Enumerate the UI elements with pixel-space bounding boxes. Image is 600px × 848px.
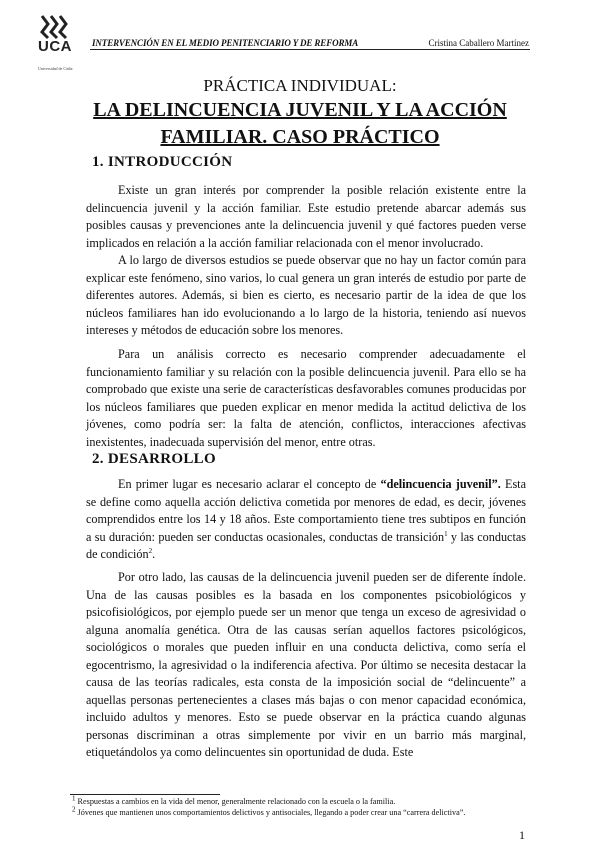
footnote-text: Jóvenes que mantienen unos comportamientos delictivos y antisociales, llegando a poder crear una “carrera delictiva”. bbox=[75, 808, 466, 817]
document-kicker: PRÁCTICA INDIVIDUAL: bbox=[203, 76, 397, 95]
footnote-ref-1[interactable]: 1 bbox=[444, 529, 448, 538]
intro-paragraph-2: A lo largo de diversos estudios se puede observar que no hay un factor común para explicar este fenómeno, sino varios, lo cual genera un gran interés de estudio por parte de diferentes autores. Además, si bien es cierto, es necesario partir de la idea de que los núcleos familiares han ido evolucionando a lo largo de la historia, teniendo así nuevos intereses y métodos de educación sobre los menores. bbox=[86, 253, 526, 337]
university-logo bbox=[38, 14, 86, 76]
section-heading-desarrollo: 2. DESARROLLO bbox=[92, 451, 216, 467]
desarrollo-paragraph-1 bbox=[86, 476, 526, 564]
paragraph-text: y las conductas de condición bbox=[86, 529, 526, 561]
footnote-text: Respuestas a cambios en la vida del menor, generalmente relacionado con la escuela o la familia. bbox=[75, 797, 396, 806]
paragraph-text: . bbox=[152, 547, 156, 561]
term-delincuencia-juvenil: “delincuencia juvenil”. bbox=[380, 477, 501, 491]
footnote-1 bbox=[72, 794, 528, 807]
logo-emblem-icon bbox=[38, 14, 74, 40]
footnote-2 bbox=[72, 805, 528, 818]
footnote-ref-2[interactable]: 2 bbox=[148, 546, 153, 555]
desarrollo-paragraph-2: Por otro lado, las causas de la delincuencia juvenil pueden ser de diferente índole. Una de las causas posibles es la basada en los componentes psicobiológicos y psicofisiológicos, por ejemplo puede ser un menor que tenga un exceso de agresividad o alguna anomalía genética. Otra de las causas serían aquellos factores psicológicos, sociológicos o morales que pueden influir en una conducta delictiva, como sería el egocentrismo, la agresividad o la indiferencia afectiva. Por último se necesita destacar la causa de las teorías radicales, esta consta de la imposición social de “delincuente” a aquellas personas pertenecientes a clases más bajas o con menor capacidad económica, incluido adultos y menores. Esto se puede observar en la práctica cuando algunas personas discriminan a otras simplemente por vivir en un barrio más marginal, etiquetándolos ya como delincuentes sin oportunidad de duda. Este bbox=[86, 570, 526, 759]
logo-subtext: Universidad de Cádiz bbox=[38, 66, 73, 71]
intro-paragraph-1: Existe un gran interés por comprender la posible relación existente entre la delincuencia juvenil y la acción familiar. Este estudio pretende abarcar además sus posibles causas y prevenciones ante la delincuencia juvenil y qué factores pueden verse implicados en relación a la acción familiar relacionada con el menor involucrado. bbox=[86, 183, 526, 250]
header-divider bbox=[90, 49, 530, 50]
paragraph-text: En primer lugar es necesario aclarar el concepto de bbox=[118, 477, 381, 491]
page-number: 1 bbox=[519, 828, 525, 842]
footnote-mark: 2 bbox=[72, 805, 76, 814]
header-course: INTERVENCIÓN EN EL MEDIO PENITENCIARIO Y DE REFORMA bbox=[92, 38, 359, 48]
intro-paragraph-3: Para un análisis correcto es necesario comprender adecuadamente el funcionamiento familiar y su relación con la posible delincuencia juvenil. Para ello se ha comprobado que existe una serie de características desfavorables comunes producidas por los núcleos familiares que pueden explicar en menor medida la actitud delictiva de los jóvenes, como podría ser: la falta de atención, conflictos, interacciones afectivas inexistentes, inadecuada supervisión del menor, entre otras. bbox=[86, 347, 526, 449]
paragraph-text: Esta se define como aquella acción delictiva cometida por menores de edad, es decir, jóvenes comprendidos entre los 14 y 18 años. Este comportamiento tiene tres subtipos en función a su duración: pueden ser conductas ocasionales, conductas de transición bbox=[86, 477, 526, 544]
section-heading-intro: 1. INTRODUCCIÓN bbox=[92, 154, 233, 170]
logo-text: UCA bbox=[38, 38, 72, 55]
header-author: Cristina Caballero Martínez bbox=[428, 38, 529, 48]
document-title: LA DELINCUENCIA JUVENIL Y LA ACCIÓN FAMILIAR. CASO PRÁCTICO bbox=[93, 99, 507, 148]
footnote-divider bbox=[70, 794, 220, 795]
footnote-mark: 1 bbox=[72, 794, 76, 803]
